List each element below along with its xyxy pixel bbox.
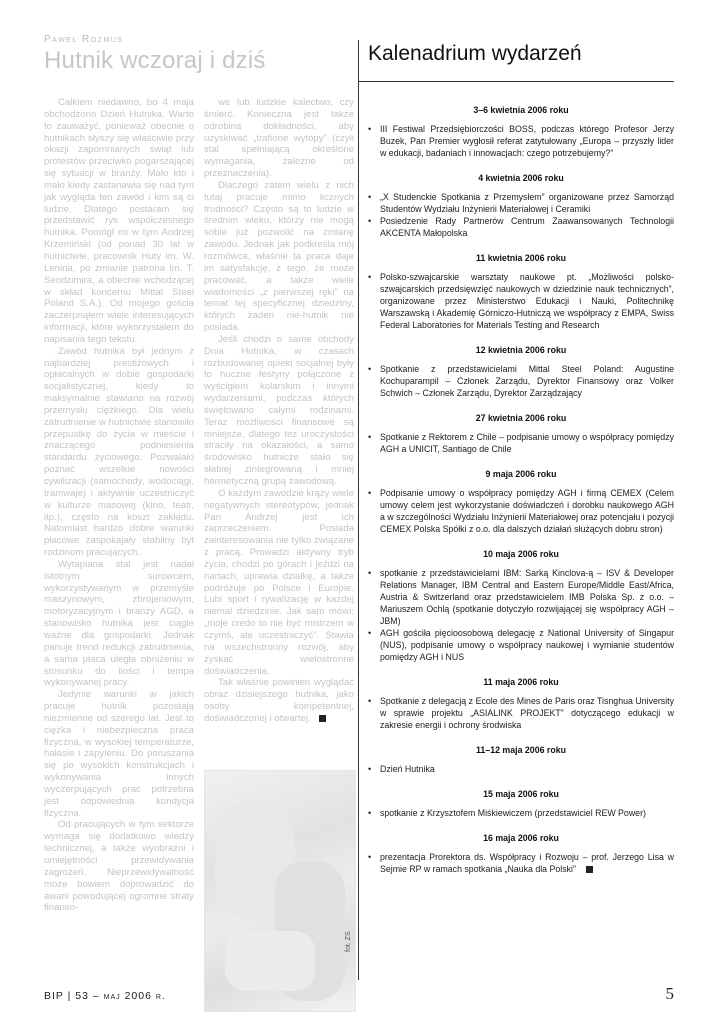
article-paragraph: Zawód hutnika był jednym z najbardziej prestiżowych i opłacalnych w dobie gospodarki socjalistycznej, kiedy to maksymalnie stawiano na rozwój przemysłu ciężkiego. Dla wielu zatrudnienie w hutnictwie stanowiło przepustkę do życia w mieście i znaczącego podniesienia standardu życiowego. Pozwalało poznać wszelkie nowości cywilizacji (samochody, wodociągi, tramwaje) i aktywnie uczestniczyć w kulturze masowej (kino, teatr, itp.), często na koszt zakładu. Natomiast bardzo dobre warunki płacowe zaspokajały stabilny byt rodzinom pracujących. xyxy=(44,345,194,559)
calendar xyxy=(368,40,674,889)
event-date: 11 maja 2006 roku xyxy=(483,677,559,687)
article-paragraph-text: Tak właśnie powinien wyglądać obraz dzisiejszego hutnika, jako osoby kompetentnej, doświadczonej i otwartej. xyxy=(204,677,354,724)
article-paragraph: we lub ludzkie kalectwo, czy śmierć. Konieczna jest także odrobina dokładności, aby uzyskiwać „trafione wytopy” (czyli stal spełniającą określone wymagania, zależne od przeznaczenia). xyxy=(204,97,354,180)
event-list xyxy=(368,271,674,331)
event-item-text: III Festiwal Przedsiębiorczości BOSS, podczas którego Profesor Jerzy Buzek, Pan Premier wygłosił referat zatytułowany „Europa – przyszły lider w edukacji, badaniach i innowacjach: czego potrzebujemy?” xyxy=(380,124,674,158)
article-paragraph-last xyxy=(204,677,354,724)
event-date: 27 kwietnia 2006 roku xyxy=(475,413,567,423)
photo-credit: fot. ZS xyxy=(345,931,352,952)
event-date: 11 kwietnia 2006 roku xyxy=(476,253,566,263)
event-date: 3–6 kwietnia 2006 roku xyxy=(473,105,569,115)
end-of-article-mark xyxy=(319,715,326,722)
calendar-events xyxy=(368,105,674,875)
article-paragraph: Jedynie warunki w jakich pracuje hutnik pozostają niezmienne od szeregu lat. Jest to ciężka i niebezpieczna praca fizyczna, w wysokiej temperaturze, hałasie i zapyleniu. Do poruszania się po wysokich konstrukcjach i wykonywania innych wyczerpujących prac potrzebna jest odpowiednia kondycja fizyczna. xyxy=(44,689,194,819)
article-paragraph: Dlaczego zatem wielu z nich tutaj pracuje mimo licznych trudności? Często są to ludzie w średnim wieku, którzy nie mogą sobie już pozwolić na zmianę zawodu. Jednak jak podkreśla mój rozmówca, właśnie ta praca daje im satysfakcję, z tego, że może pracować, a także wiele wiadomości „z pierwszej ręki” na temat tej specyficznej dziedziny, których żaden nie-hutnik nie posiada. xyxy=(204,179,354,334)
event-item-text: spotkanie z Krzysztofem Miśkiewiczem (przedstawiciel REW Power) xyxy=(380,808,646,818)
end-of-calendar-mark xyxy=(586,866,593,873)
event-item xyxy=(368,695,674,731)
event-item-text: Dzień Hutnika xyxy=(380,764,435,774)
article-photo xyxy=(204,770,356,1012)
article-paragraph: Od pracujących w tym sektorze wymaga się dodatkowo wiedzy technicznej, a także wyobraźni i umiejętności przewidywania zagrożeń. Nieprzewidywalność może bowiem doprowadzić do awarii powodującej ogromne straty finanso- xyxy=(44,819,194,914)
footer-issue: BIP | 53 – maj 2006 r. xyxy=(44,990,166,1002)
event-item xyxy=(368,807,674,819)
event-item xyxy=(368,123,674,159)
article-author: Paweł Rozmus xyxy=(44,34,124,45)
event-date: 9 maja 2006 roku xyxy=(485,469,557,479)
event-item-text: spotkanie z przedstawicielami IBM: Sarką Kinclova-ą – ISV & Developer Relations Manager, IBM Central and Eastern Europe/Middle East/Africa, Austria & Switzerland oraz przedstawicielem IMB Polska Sp. z o.o. – Mariuszem Ochlą (spotkanie dotyczyło rozwijającej się współpracy AGH – JBM) xyxy=(380,568,674,626)
calendar-title-rule xyxy=(358,81,674,82)
article-paragraph: Jeśli chodzi o same obchody Dnia Hutnika, w czasach rozbudowanej opieki socjalnej były to huczne festyny połączone z wyścigiem kolarskim i innymi wydarzeniami, podczas których świętowano całymi rodzinami. Teraz możliwości finansowe są mniejsze, dlatego też uroczystości straciły na okazałości, a samo środowisko hutnicze stało się słabiej zintegrowaną i mniej hermetyczną grupą zawodową. xyxy=(204,333,354,487)
event-item-text: prezentacja Prorektora ds. Współpracy i Rozwoju – prof. Jerzego Lisa w Sejmie RP w ramach spotkania „Nauka dla Polski” xyxy=(380,852,674,874)
event-list xyxy=(368,695,674,731)
event-date: 16 maja 2006 roku xyxy=(483,833,559,843)
event-date: 11–12 maja 2006 roku xyxy=(476,745,566,755)
calendar-title: Kalenadrium wydarzeń xyxy=(368,42,582,65)
article-title: Hutnik wczoraj i dziś xyxy=(44,47,266,74)
event-list xyxy=(368,123,674,159)
event-item-text: Spotkanie z przedstawicielami Mittal Steel Poland: Augustine Kochuparampil – Członek Zarządu, Dyrektor Finansowy oraz Volker Schwich – Członek Zarządu, Dyrektor Zarządzający xyxy=(380,364,674,398)
event-item xyxy=(368,851,674,875)
event-item xyxy=(368,567,674,627)
event-date: 10 maja 2006 roku xyxy=(483,549,559,559)
page-number: 5 xyxy=(665,984,674,1003)
event-list xyxy=(368,763,674,775)
event-item-text: AGH gościła pięcioosobową delegację z National University of Singapur (NUS), podpisanie umowy o współpracy naukowej i wymianie studentów pomiędzy AGH i NUS xyxy=(380,628,674,662)
event-item-text: Posiedzenie Rady Partnerów Centrum Zaawansowanych Technologii AKCENTA Małopolska xyxy=(380,216,674,238)
event-item xyxy=(368,763,674,775)
event-item-text: Polsko-szwajcarskie warsztaty naukowe pt. „Możliwości polsko-szwajcarskich przedsięwzięć naukowych w dziedzinie nauk technicznych”, organizowane przez Ministerstwo Edukacji i Nauki, Politechnikę Warszawską i Akademię Górniczo-Hutniczą we współpracy z EMPA, Swiss Federal Laboratories for Materials Testing and Research xyxy=(380,272,674,330)
event-item xyxy=(368,431,674,455)
event-item-text: Spotkanie z Rektorem z Chile – podpisanie umowy o współpracy pomiędzy AGH a UNICIT, Santiago de Chile xyxy=(380,432,674,454)
event-list xyxy=(368,191,674,239)
event-item-text: Podpisanie umowy o współpracy pomiędzy AGH i firmą CEMEX (Celem umowy celem jest wykorzystanie doświadczeń i dorobku naukowego AGH a w szczególności Wydziału Inżynierii Materiałowej oraz potencjału i pozycji CEMEX Polska Spółki z o.o. dla dalszych działań służących dobru stron) xyxy=(380,488,674,534)
article-paragraph: O każdym zawodzie krąży wiele negatywnych stereotypów, jednak Pan Andrzej jest ich zaprzeczeniem. Posiada zainteresowania nie tylko związane z pracą. Prowadzi aktywny tryb życia, chodzi po górach i jeździ na nartach, uprawia działkę, a także podróżuje po Polsce i Europie. Lubi sport i rywalizację w każdej niemal dziedzinie. Jak sam mówi: „moje credo to nie być mistrzem w czymś, ale uczestniczyć”. Stawia na wszechstronny rozwój, aby zyskać wielostronne doświadczenia. xyxy=(204,487,354,677)
event-list xyxy=(368,807,674,819)
event-item xyxy=(368,215,674,239)
column-divider xyxy=(358,40,359,980)
event-list xyxy=(368,431,674,455)
event-list xyxy=(368,567,674,663)
event-item xyxy=(368,487,674,535)
event-date: 12 kwietnia 2006 roku xyxy=(475,345,567,355)
article-column-1 xyxy=(44,97,194,914)
event-list xyxy=(368,851,674,875)
photo-figure xyxy=(225,931,315,991)
event-item-text: „X Studenckie Spotkania z Przemysłem” organizowane przez Samorząd Studentów Wydziału Inżynierii Materiałowej i Ceramiki xyxy=(380,192,674,214)
event-list xyxy=(368,363,674,399)
event-list xyxy=(368,487,674,535)
event-item xyxy=(368,627,674,663)
article-paragraph: Wytapiana stal jest nadal istotnym surowcem, wykorzystywanym w przemyśle maszynowym, zbrojeniowym, motoryzacyjnym i branży AGD, a stanowisko hutnika jest ciągle ważne dla gospodarki. Jednak panuje trend redukcji zatrudnienia, a sama płaca uległa obniżeniu w stosunku do ilości i tempa wykonywanej pracy. xyxy=(44,558,194,689)
event-item xyxy=(368,191,674,215)
event-date: 4 kwietnia 2006 roku xyxy=(478,173,564,183)
event-item xyxy=(368,271,674,331)
event-item-text: Spotkanie z delegacją z Ecole des Mines de Paris oraz Tisnghua University w sprawie projektu „ASIALINK PROJEKT” dotyczącego edukacji w zakresie energii i ochrony środwiska xyxy=(380,696,674,730)
article-paragraph: Całkiem niedawno, bo 4 maja obchodzono Dzień Hutnika. Warto to zauważyć, ponieważ obecnie o hutnikach słyszy się właściwie przy okazji zapomnianych świąt lub protestów przeciwko pogarszającej się sytuacji w branży. Mało kto i mało kiedy zastanawia się nad tym jak wygląda ten zawód i kim są ci ludzie. Dlatego postaram się przedstawić rys współczesnego hutnika. Pomógł mi w tym Andrzej Krzemiński (od ponad 30 lat w hutnictwie, pracownik Huty im. W. Lenina, po zmianie patrona im. T. Sendzimira, a obecnie wchodzącej w skład koncernu Mittal Steel Poland S.A.). Od mojego gościa zaczerpnąłem wiele interesujących informacji, które wykorzystałem do napisania tego tekstu. xyxy=(44,97,194,345)
event-date: 15 maja 2006 roku xyxy=(483,789,559,799)
event-item xyxy=(368,363,674,399)
article xyxy=(44,34,354,979)
